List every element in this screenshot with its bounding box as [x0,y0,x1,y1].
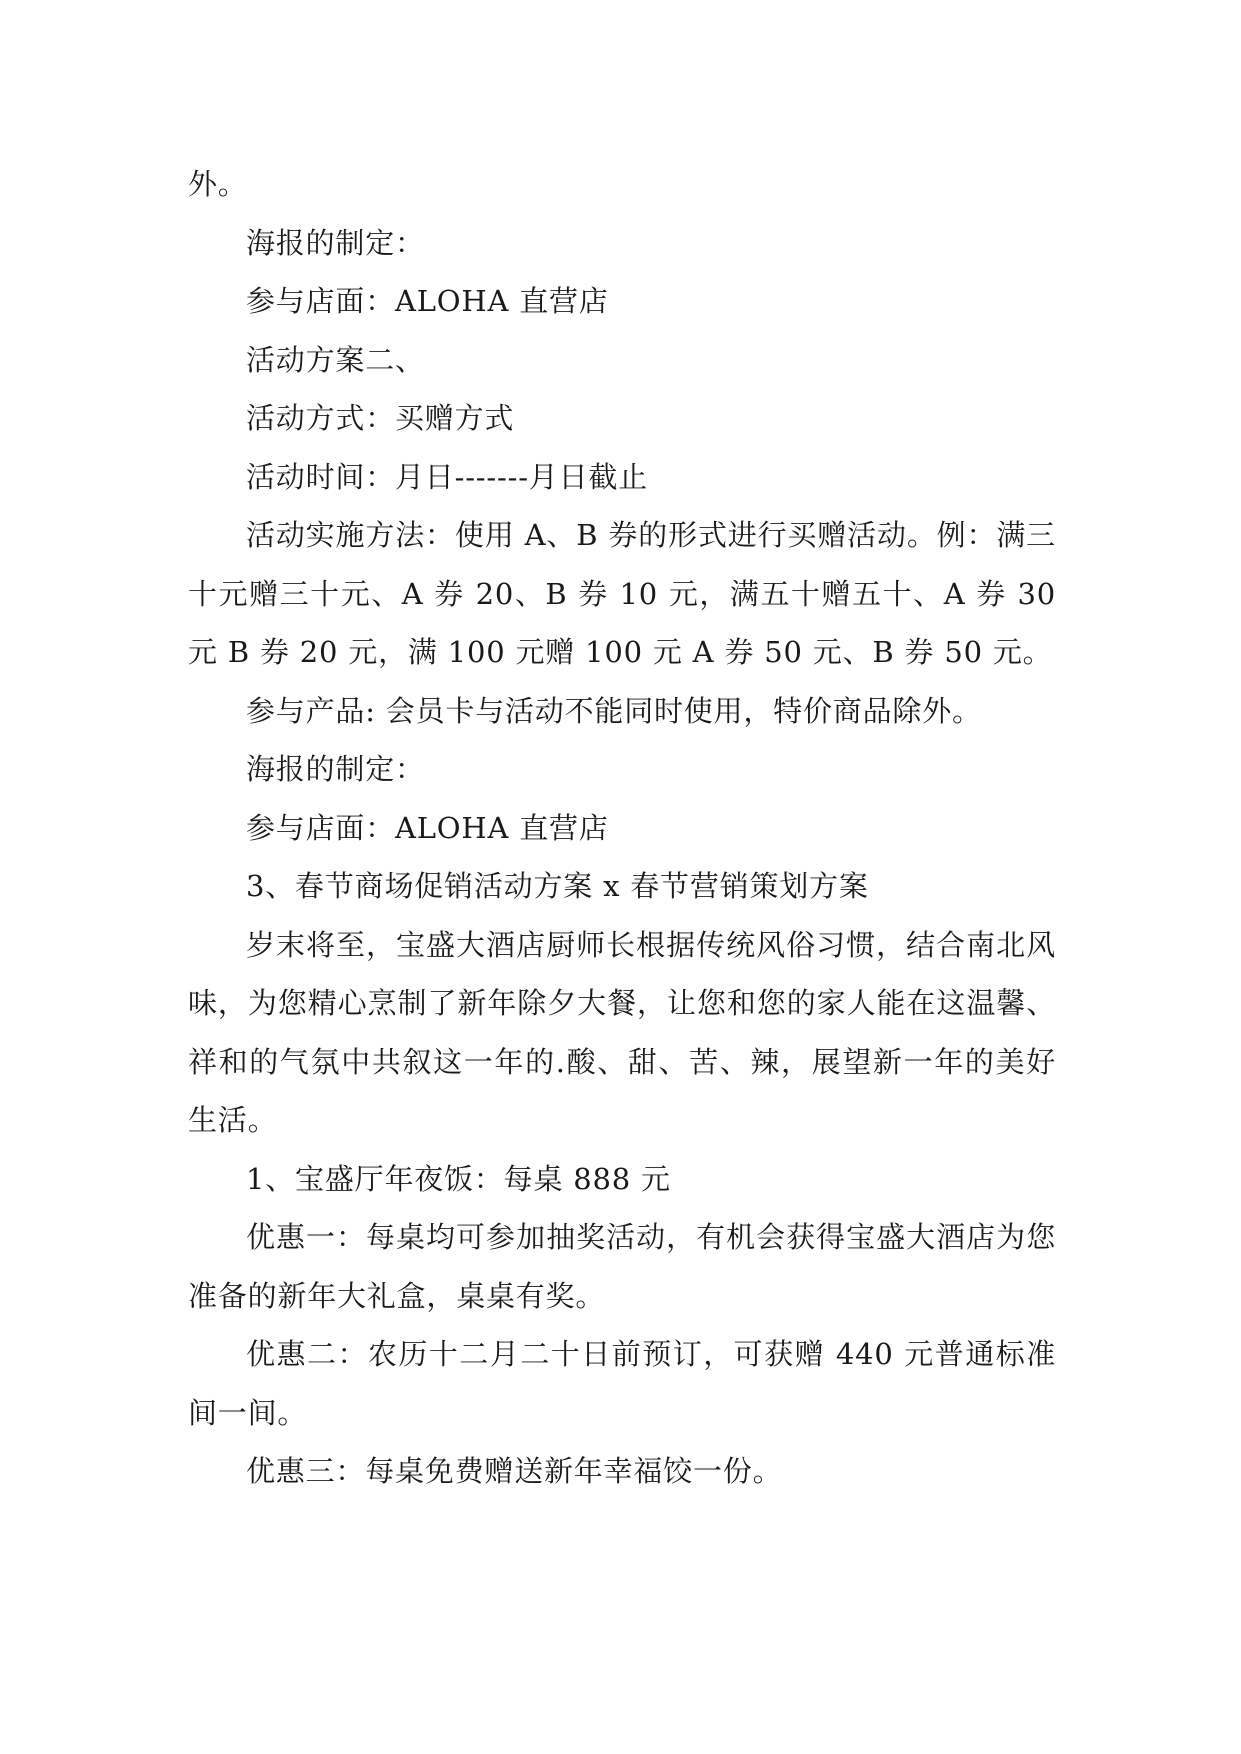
paragraph-activity-time: 活动时间：月日-------月日截止 [246,459,648,494]
document-body [188,155,1056,1501]
paragraph-offer-two: 优惠二：农历十二月二十日前预订，可获赠 440 元普通标准间一间。 [188,1337,1056,1430]
paragraph-poster-heading: 海报的制定： [246,225,425,260]
paragraph-poster-heading-2: 海报的制定： [246,752,425,786]
paragraph-section-three-title: 3、春节商场促销活动方案 x 春节营销策划方案 [246,869,869,903]
paragraph-implementation: 活动实施方法：使用 A、B 券的形式进行买赠活动。例：满三十元赠三十元、A 券 20、B 券 10 元，满五十赠五十、A 券 30 元 B 券 20 元，满 100 元赠 100 元 A 券 50 元、B 券 50 元。 [188,518,1056,669]
paragraph-plan-two-heading: 活动方案二、 [246,342,425,377]
paragraph-store-2: 参与店面：ALOHA 直营店 [246,810,609,845]
paragraph-offer-one: 优惠一：每桌均可参加抽奖活动，有机会获得宝盛大酒店为您准备的新年大礼盒，桌桌有奖。 [188,1220,1056,1313]
paragraph-products: 参与产品: 会员卡与活动不能同时使用，特价商品除外。 [246,693,982,728]
paragraph-intro: 岁末将至，宝盛大酒店厨师长根据传统风俗习惯，结合南北风味，为您精心烹制了新年除夕大餐，让您和您的家人能在这温馨、祥和的气氛中共叙这一年的.酸、甜、苦、辣，展望新一年的美好生活。 [188,927,1056,1137]
paragraph-activity-method: 活动方式：买赠方式 [246,401,515,435]
paragraph-continuation: 外。 [188,167,248,201]
paragraph-store: 参与店面：ALOHA 直营店 [246,284,609,318]
paragraph-dinner-price: 1、宝盛厅年夜饭：每桌 888 元 [246,1161,671,1196]
paragraph-offer-three: 优惠三：每桌免费赠送新年幸福饺一份。 [246,1454,783,1488]
